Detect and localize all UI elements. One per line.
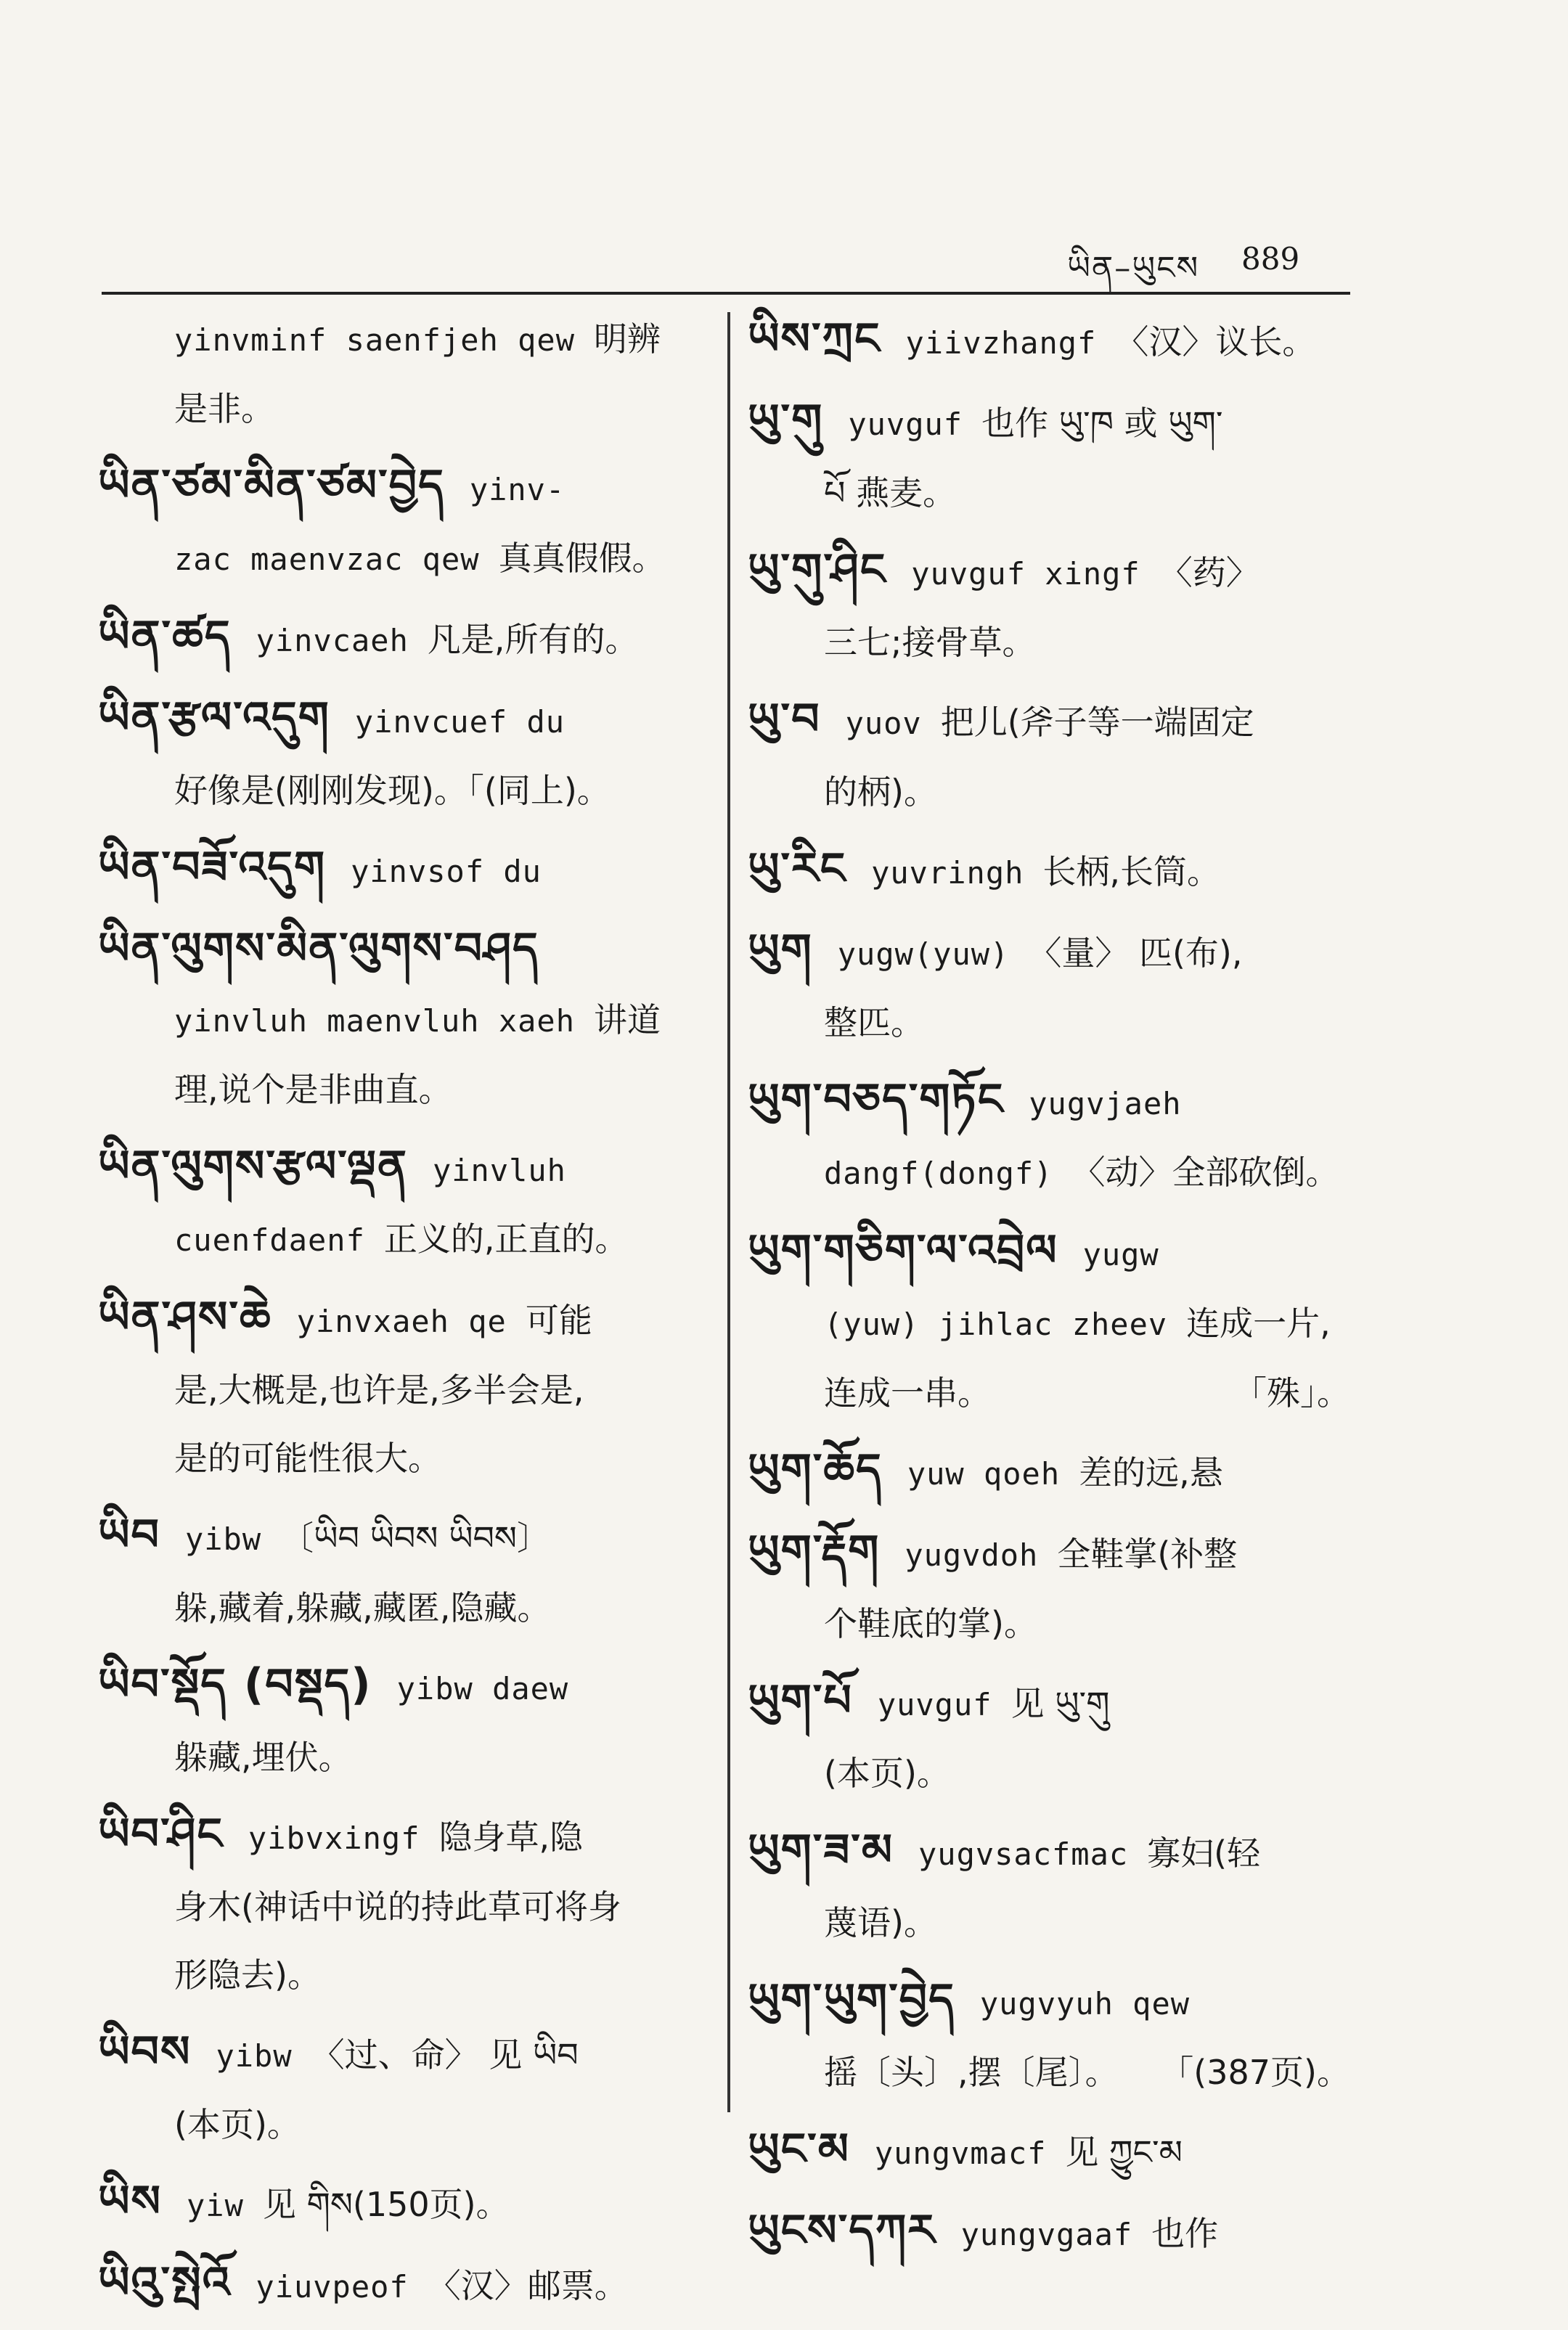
cross-reference-note: 「殊」。 <box>1233 1373 1350 1413</box>
headword-tibetan: ཡུ་གུ <box>748 395 824 446</box>
romanization: yuov <box>845 706 922 741</box>
definition-text: 〈药〉 <box>1159 553 1259 592</box>
headword-tibetan: ཡིབས <box>98 2027 192 2077</box>
entry-line <box>748 386 1350 459</box>
headword-tibetan: ཡིན་ལུགས་མིན་ལུགས་བཤད <box>98 923 539 974</box>
entry-line <box>98 524 701 594</box>
headword-tibetan: ཡིའུ་སྤེའོ <box>98 2257 232 2308</box>
entry-line <box>748 2115 1350 2188</box>
dictionary-entry <box>98 305 701 443</box>
entry-line <box>98 756 701 825</box>
definition-text: 三七;接骨草。 <box>824 623 1036 662</box>
definition-text: 是的可能性很大。 <box>174 1439 441 1478</box>
entry-line <box>98 684 701 756</box>
definition-text: 个鞋底的掌)。 <box>824 1604 1037 1643</box>
definition-text: 也作 <box>1151 2214 1219 2253</box>
romanization: yugw <box>1082 1237 1159 1272</box>
headword-tibetan: ཡུག་པོ <box>748 1675 853 1726</box>
entry-line <box>98 1941 701 2009</box>
headword-tibetan: ཡིན་ལུགས་རྩལ་ལྡན <box>98 1141 408 1192</box>
entry-line <box>98 2090 701 2159</box>
definition-text: 凡是,所有的。 <box>427 620 639 659</box>
definition-text: 身木(神话中说的持此草可将身 <box>174 1887 621 1926</box>
definition-text: 整匹。 <box>824 1003 924 1042</box>
entry-line <box>748 1359 1350 1427</box>
romanization: yugvjaeh <box>1029 1086 1182 1121</box>
definition-text: 把儿(斧子等一端固定 <box>940 703 1254 742</box>
headword-tibetan: ཡུང་མ <box>748 2124 850 2175</box>
definition-text: 隐身草,隐 <box>438 1818 584 1857</box>
headword-tibetan: ཡུ་བ <box>748 694 821 745</box>
entry-line <box>748 835 1350 907</box>
definition-text: 是,大概是,也许是,多半会是, <box>174 1370 584 1410</box>
definition-text: 连成一片, <box>1186 1304 1331 1343</box>
entry-line <box>748 608 1350 676</box>
headword-tibetan: ཡུག <box>748 925 813 976</box>
entry-line <box>748 2038 1350 2106</box>
definition-text: 形隐去)。 <box>174 1955 321 1995</box>
headword-tibetan: ཡིབ་ཤིང <box>98 1809 224 1860</box>
romanization: yuvringh <box>871 855 1024 891</box>
romanization: yibvxingf <box>248 1820 420 1856</box>
definition-text: 〔ཡིབ ཡིབས ཡིབས〕 <box>280 1518 550 1558</box>
entry-line <box>748 1517 1350 1590</box>
definition-text: 〈动〉全部砍倒。 <box>1071 1153 1339 1192</box>
romanization: yinvminf saenfjeh qew <box>174 322 576 358</box>
definition-text: (本页)。 <box>174 2105 301 2144</box>
romanization: cuenfdaenf <box>174 1222 365 1258</box>
dictionary-entry <box>748 1966 1350 2106</box>
entry-line <box>748 305 1350 377</box>
definition-text: 〈汉〉议长。 <box>1115 322 1316 361</box>
headword-tibetan: ཡུག་གཅིག་ལ་འབྲེལ <box>748 1225 1058 1276</box>
romanization: yinvluh <box>432 1153 566 1188</box>
romanization: yinvcuef du <box>354 704 565 740</box>
headword-tibetan: ཡུག་རྡོག <box>748 1526 881 1577</box>
header-rule <box>102 292 1350 295</box>
entry-line <box>748 1138 1350 1208</box>
romanization: yibw daew <box>396 1671 569 1706</box>
entry-line <box>98 1424 701 1492</box>
definition-text: 寡妇(轻 <box>1147 1834 1261 1873</box>
entry-line <box>98 2249 701 2321</box>
headword-tibetan: ཡིན་ཚད <box>98 611 232 662</box>
entry-line <box>748 2196 1350 2269</box>
headword-tibetan: ཡུངས་དཀར <box>748 2205 936 2256</box>
romanization: yugvsacfmac <box>918 1836 1129 1872</box>
entry-line <box>98 1283 701 1356</box>
definition-text: 差的远,悬 <box>1079 1453 1223 1492</box>
romanization: yugvyuh qew <box>979 1986 1191 2022</box>
dictionary-entry <box>748 1667 1350 1807</box>
entry-line <box>98 1205 701 1275</box>
definition-text: (本页)。 <box>824 1754 950 1793</box>
definition-text: 长柄,长筒。 <box>1042 852 1221 891</box>
dictionary-entry <box>748 1066 1350 1208</box>
romanization: yungvmacf <box>874 2135 1047 2171</box>
headword-tibetan: ཡིབ་སྡོད (བསྡད) <box>98 1659 372 1710</box>
entry-line <box>748 1816 1350 1889</box>
romanization: yiuvpeof <box>256 2269 409 2305</box>
entry-line <box>748 536 1350 608</box>
entry-line <box>748 916 1350 989</box>
romanization: yungvgaaf <box>960 2217 1133 2252</box>
headword-tibetan: ཡིབ <box>98 1510 160 1561</box>
entry-line <box>98 375 701 443</box>
definition-text: 连成一串。 <box>824 1373 991 1413</box>
dictionary-entry <box>98 833 701 906</box>
entry-line <box>98 1356 701 1424</box>
romanization: yinvluh maenvluh xaeh <box>174 1003 576 1039</box>
definition-text: 可能 <box>525 1301 592 1340</box>
entry-line <box>748 1436 1350 1508</box>
definition-text: 躲藏,埋伏。 <box>174 1738 352 1777</box>
romanization: yugvdoh <box>905 1537 1039 1573</box>
entry-line <box>98 1574 701 1642</box>
dictionary-entry <box>748 386 1350 527</box>
entry-line <box>98 1132 701 1205</box>
dictionary-entry <box>98 1132 701 1275</box>
entry-line <box>98 986 701 1055</box>
romanization: yiw <box>187 2188 244 2223</box>
dictionary-entry <box>748 1217 1350 1427</box>
dictionary-entry <box>748 2115 1350 2188</box>
entry-line <box>748 1667 1350 1739</box>
entry-line <box>748 1217 1350 1289</box>
romanization: yuw qoeh <box>907 1456 1061 1492</box>
entry-line <box>98 915 701 986</box>
dictionary-entry <box>98 2018 701 2159</box>
entry-line <box>748 1289 1350 1359</box>
definition-text: 好像是(刚刚发现)。「(同上)。 <box>174 771 611 810</box>
headword-tibetan: ཡུ་རིང <box>748 843 847 894</box>
right-column <box>748 305 1350 2278</box>
definition-text: 〈量〉 匹(布), <box>1028 933 1243 973</box>
headword-tibetan: ཡིས་ཀྲང <box>748 314 881 364</box>
headword-tibetan: ཡུག་ཟ་མ <box>748 1825 894 1876</box>
romanization: yinvxaeh qe <box>296 1304 507 1339</box>
romanization: yibw <box>184 1521 262 1557</box>
entry-line <box>748 1739 1350 1807</box>
entry-line <box>98 602 701 675</box>
entry-line <box>748 1590 1350 1658</box>
dictionary-entry <box>98 684 701 825</box>
entry-line <box>98 1873 701 1941</box>
definition-text: 见 གིས(150页)。 <box>262 2185 510 2224</box>
entry-line <box>98 305 701 375</box>
romanization: zac maenvzac qew <box>174 541 480 577</box>
definition-text: 也作 ཡུ་ཁ 或 ཡུག་ <box>981 404 1223 443</box>
dictionary-entry <box>98 1283 701 1492</box>
definition-text: 见 ཀྱུང་མ <box>1065 2133 1183 2172</box>
romanization: yuvguf <box>877 1687 992 1722</box>
romanization: yinv- <box>469 472 565 507</box>
dictionary-entry <box>98 1501 701 1642</box>
page-number: 889 <box>1241 241 1300 277</box>
entry-line <box>98 451 701 524</box>
dictionary-entry <box>748 835 1350 907</box>
dictionary-entry <box>748 2196 1350 2269</box>
definition-text: 全鞋掌(补整 <box>1057 1534 1238 1574</box>
entry-line <box>98 2167 701 2240</box>
entry-line <box>748 685 1350 758</box>
dictionary-entry <box>98 451 701 594</box>
romanization: yugw(yuw) <box>837 936 1010 972</box>
headword-tibetan: ཡིན་རྩལ་འདུག <box>98 692 330 743</box>
entry-line <box>98 1501 701 1574</box>
headword-tibetan: ཡུག་ཡུག་བྱེད <box>748 1974 955 2025</box>
entry-line <box>748 758 1350 826</box>
definition-text: 见 ཡུ་གུ <box>1010 1684 1110 1723</box>
dictionary-entry <box>98 1651 701 1791</box>
romanization: yiivzhangf <box>905 325 1097 361</box>
definition-text: 明辨 <box>594 319 661 359</box>
entry-line <box>98 1800 701 1873</box>
romanization: yuvguf <box>848 406 963 442</box>
definition-text: 躲,藏着,躲藏,藏匿,隐藏。 <box>174 1588 551 1627</box>
dictionary-entry <box>98 2249 701 2321</box>
entry-line <box>98 833 701 906</box>
entry-line <box>98 1651 701 1723</box>
column-divider <box>727 312 730 2112</box>
headword-tibetan: ཡིན་ཤས་ཆེ <box>98 1292 272 1343</box>
entry-line <box>748 1966 1350 2038</box>
dictionary-entry <box>748 305 1350 377</box>
entry-line <box>98 1723 701 1791</box>
dictionary-entry <box>98 602 701 675</box>
headword-tibetan: ཡིས <box>98 2176 162 2227</box>
entry-line <box>748 1066 1350 1138</box>
headword-tibetan: ཡུ་གུ་ཤིང <box>748 544 887 595</box>
dictionary-entry <box>748 1517 1350 1658</box>
headword-tibetan: ཡིན་ཙམ་མིན་ཙམ་བྱེད <box>98 460 445 511</box>
entry-line <box>98 2018 701 2090</box>
definition-text: 真真假假。 <box>498 539 666 578</box>
entry-line <box>748 989 1350 1057</box>
dictionary-entry <box>98 915 701 1124</box>
definition-text: 〈汉〉邮票。 <box>427 2266 628 2305</box>
headword-tibetan: ཡུག་བཅད་གཏོང <box>748 1074 1005 1125</box>
entry-line <box>748 459 1350 527</box>
definition-text: 理,说个是非曲直。 <box>174 1070 452 1109</box>
definition-text: 正义的,正直的。 <box>383 1219 629 1259</box>
definition-text: པོ 燕麦。 <box>824 473 957 512</box>
definition-text: 摇〔头〕,摆〔尾〕。 <box>824 2053 1119 2092</box>
entry-line <box>98 1055 701 1124</box>
romanization: yibw <box>216 2038 293 2074</box>
entry-line <box>748 1889 1350 1957</box>
dictionary-entry <box>98 1800 701 2009</box>
headword-tibetan: ཡིན་བཟོ་འདུག <box>98 842 327 893</box>
dictionary-entry <box>748 916 1350 1057</box>
headword-tibetan: ཡུག་ཆོད <box>748 1444 883 1495</box>
left-column <box>98 305 701 2330</box>
definition-text: 是非。 <box>174 389 274 428</box>
definition-text: 的柄)。 <box>824 772 937 812</box>
romanization: dangf(dongf) <box>824 1156 1053 1191</box>
romanization: yinvsof du <box>351 854 542 889</box>
romanization: (yuw) jihlac zheev <box>824 1307 1168 1342</box>
definition-text: 〈过、命〉 见 ཡིབ <box>311 2035 579 2074</box>
definition-text: 蔑语)。 <box>824 1903 937 1942</box>
cross-reference-note: 「(387页)。 <box>1160 2053 1350 2092</box>
romanization: yuvguf xingf <box>911 556 1140 592</box>
dictionary-entry <box>748 685 1350 826</box>
romanization: yinvcaeh <box>256 623 409 658</box>
dictionary-entry <box>748 1436 1350 1508</box>
definition-text: 讲道 <box>594 1000 661 1039</box>
dictionary-entry <box>748 536 1350 676</box>
dictionary-entry <box>98 2167 701 2240</box>
dictionary-entry <box>748 1816 1350 1957</box>
running-header: ཡིན–ཡུངས <box>1067 250 1200 287</box>
